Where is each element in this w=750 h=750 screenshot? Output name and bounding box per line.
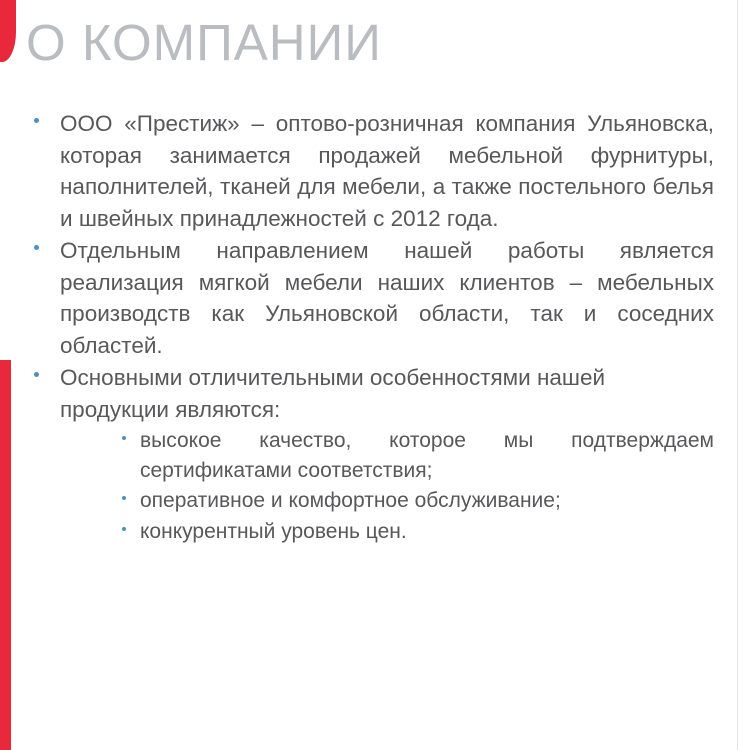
bullet-dot-icon [122, 527, 126, 531]
sub-bullet-text: высокое качество, которое мы подтверждаем сертификатами соответствия; [140, 429, 714, 482]
sub-bullet-text: конкурентный уровень цен. [140, 519, 407, 543]
bullet-dot-icon [122, 496, 126, 500]
bullet-text: Отдельным направлением нашей работы является реализация мягкой мебели наших клиентов – мебельных производств как Ульяновской области, так и соседних областей. [60, 238, 714, 358]
bullet-list [26, 108, 714, 546]
sub-bullet-text: оперативное и комфортное обслуживание; [140, 489, 561, 512]
bullet-dot-icon [34, 245, 39, 250]
list-item [118, 426, 714, 485]
bullet-text: Основными отличительными особенностями нашей продукции являются: [60, 365, 606, 422]
sub-bullet-list [60, 426, 714, 546]
list-item [26, 108, 714, 234]
list-item [118, 486, 714, 516]
red-accent-mark-icon [0, 0, 16, 62]
bullet-dot-icon [34, 118, 39, 123]
red-accent-bar [0, 360, 11, 750]
bullet-text: ООО «Престиж» – оптово-розничная компания Ульяновска, которая занимается продажей мебельной фурнитуры, наполнителей, тканей для мебели, а также постельного белья и швейных принадлежностей с 2012 года. [60, 111, 714, 231]
bullet-dot-icon [122, 436, 126, 440]
list-item [26, 235, 714, 361]
list-item [26, 362, 714, 546]
bullet-dot-icon [34, 372, 39, 377]
page-right-edge [737, 0, 750, 750]
page-title: О КОМПАНИИ [26, 14, 382, 71]
list-item [118, 517, 714, 547]
content-body [26, 108, 714, 547]
